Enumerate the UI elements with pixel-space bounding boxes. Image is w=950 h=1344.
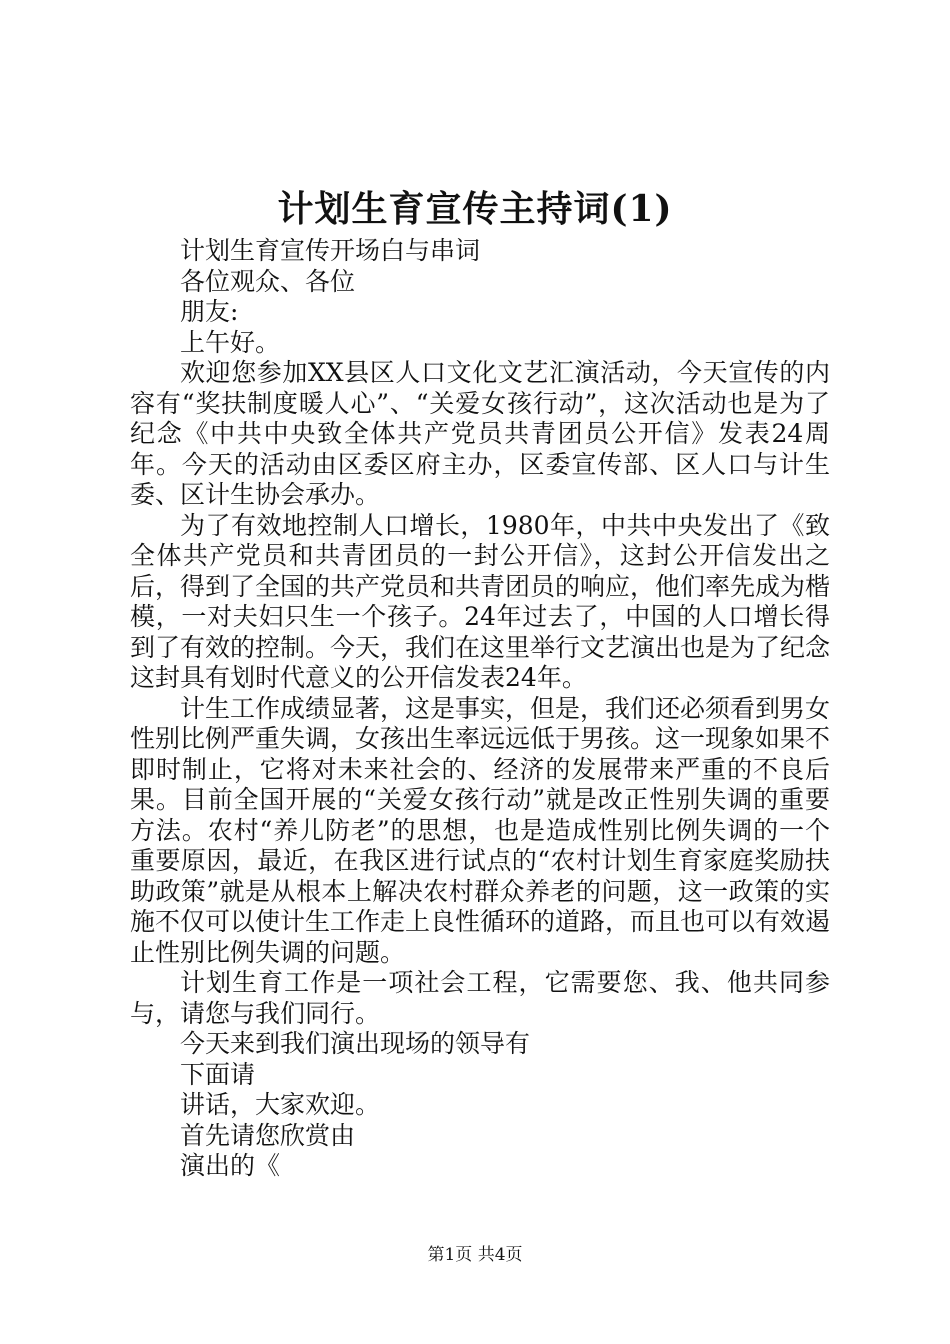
paragraph: 为了有效地控制人口增长，1980年，中共中央发出了《致全体共产党员和共青团员的一封公开信》，这封公开信发出之后，得到了全国的共产党员和共青团员的响应，他们率先成为楷模，一对夫妇只生一个孩子。24年过去了，中国的人口增长得到了有效的控制。今天，我们在这里举行文艺演出也是为了纪念这封具有划时代意义的公开信发表24年。 <box>130 510 831 692</box>
page-footer <box>0 1243 950 1267</box>
document-title: 计划生育宣传主持词(1) <box>277 188 673 230</box>
paragraph: 计划生育工作是一项社会工程，它需要您、我、他共同参与，请您与我们同行。 <box>130 968 830 1028</box>
paragraph: 计生工作成绩显著，这是事实，但是，我们还必须看到男女性别比例严重失调，女孩出生率远远低于男孩。这一现象如果不即时制止，它将对未来社会的、经济的发展带来严重的不良后果。目前全国开展的“关爱女孩行动”就是改正性别失调的重要方法。农村“养儿防老”的思想，也是造成性别比例失调的一个重要原因，最近，在我区进行试点的“农村计划生育家庭奖励扶助政策”就是从根本上解决农村群众养老的问题，这一政策的实施不仅可以使计生工作走上良性循环的道路，而且也可以有效遏止性别比例失调的问题。 <box>130 693 831 967</box>
paragraph: 计划生育宣传开场白与串词 <box>180 236 481 265</box>
document-body <box>130 236 830 1182</box>
paragraph: 下面请 <box>180 1059 256 1089</box>
paragraph: 各位观众、各位 <box>180 266 356 296</box>
paragraph: 上午好。 <box>180 327 281 357</box>
paragraph: 朋友: <box>180 297 239 326</box>
paragraph: 首先请您欣赏由 <box>180 1120 356 1150</box>
page-number-current: 第1页 <box>427 1245 473 1265</box>
paragraph: 今天来到我们演出现场的领导有 <box>180 1029 531 1058</box>
paragraph: 欢迎您参加XX县区人口文化文艺汇演活动，今天宣传的内容有“奖扶制度暖人心”、“关爱女孩行动”，这次活动也是为了纪念《中共中央致全体共产党员共青团员公开信》发表24周年。今天的活动由区委区府主办，区委宣传部、区人口与计生委、区计生协会承办。 <box>130 358 830 509</box>
page-number-total: 共4页 <box>477 1245 523 1265</box>
paragraph: 演出的《 <box>180 1151 281 1180</box>
paragraph: 讲话，大家欢迎。 <box>180 1090 381 1119</box>
